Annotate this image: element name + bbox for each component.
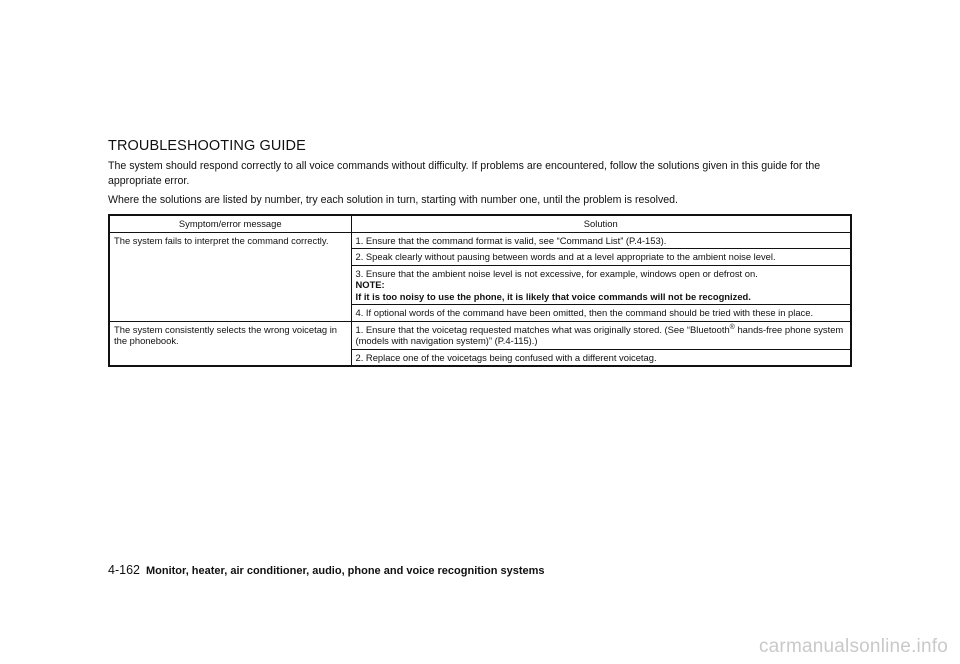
troubleshooting-table	[108, 214, 852, 367]
note-text: If it is too noisy to use the phone, it is likely that voice commands will not be recognized.	[355, 290, 751, 302]
solution-cell: 1. Ensure that the command format is valid, see “Command List” (P.4-153).	[351, 232, 851, 249]
section-heading: TROUBLESHOOTING GUIDE	[108, 138, 306, 154]
solution-cell: 2. Replace one of the voicetags being confused with a different voicetag.	[351, 349, 851, 366]
intro-paragraph-1: The system should respond correctly to all voice commands without difficulty. If problems are encountered, follow the solutions given in this guide for the appropriate error.	[108, 160, 821, 187]
page-content	[108, 138, 852, 367]
symptom-column-header: Symptom/error message	[109, 215, 351, 232]
watermark: carmanualsonline.info	[758, 636, 948, 657]
registered-mark: ®	[729, 323, 735, 331]
intro-paragraph-2: Where the solutions are listed by number, try each solution in turn, starting with number one, until the problem is resolved.	[108, 194, 678, 206]
table-row	[109, 321, 851, 349]
solution-cell	[351, 321, 851, 349]
table-row	[109, 232, 851, 249]
solution-text: hands-free phone system (models with navigation system)” (P.4-115).)	[355, 323, 844, 346]
solution-text: 1. Ensure that the voicetag requested matches what was originally stored. (See “Bluetooth	[355, 323, 730, 335]
solution-cell: 4. If optional words of the command have been omitted, then the command should be tried with these in place.	[351, 305, 851, 322]
symptom-cell: The system fails to interpret the command correctly.	[109, 232, 351, 321]
table-header-row	[109, 215, 851, 232]
solution-text: 3. Ensure that the ambient noise level is not excessive, for example, windows open or defrost on.	[355, 267, 758, 279]
note-label: NOTE:	[355, 279, 385, 290]
solution-cell: 2. Speak clearly without pausing between words and at a level appropriate to the ambient noise level.	[351, 249, 851, 266]
footer-section-title: Monitor, heater, air conditioner, audio, phone and voice recognition systems	[145, 565, 545, 577]
page-footer	[108, 563, 545, 577]
solution-column-header: Solution	[351, 215, 851, 232]
solution-cell	[351, 265, 851, 305]
symptom-cell: The system consistently selects the wrong voicetag in the phonebook.	[109, 321, 351, 366]
page-number: 4-162	[108, 563, 140, 577]
